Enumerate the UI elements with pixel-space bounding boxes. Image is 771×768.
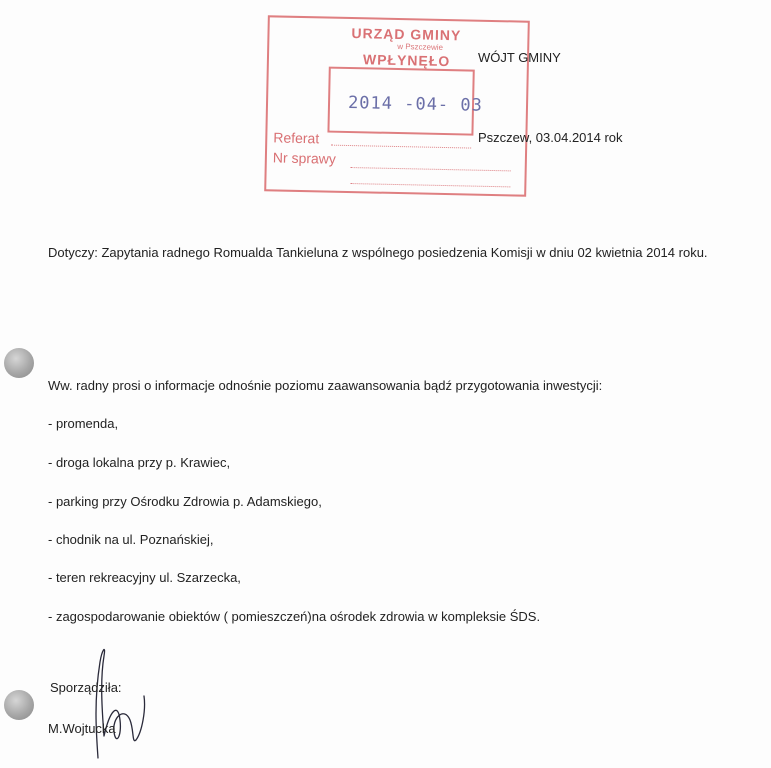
list-item: - droga lokalna przy p. Krawiec,	[48, 455, 231, 470]
stamp-subtitle: w Pszczewie	[397, 41, 444, 52]
handwritten-signature	[60, 640, 170, 760]
list-item: - chodnik na ul. Poznańskiej,	[48, 532, 214, 547]
punch-hole-bottom	[4, 690, 34, 720]
stamp-date: 2014 -04- 03	[347, 92, 484, 116]
subject-text: Dotyczy: Zapytania radnego Romualda Tankieluna z wspólnego posiedzenia Komisji w dniu 02 kwietnia 2014 roku.	[48, 245, 708, 260]
list-item: - teren rekreacyjny ul. Szarzecka,	[48, 570, 241, 585]
stamp-case-label: Nr sprawy	[272, 149, 337, 167]
stamp-referat-label: Referat	[273, 129, 320, 147]
punch-hole-top	[4, 348, 34, 378]
list-item: - zagospodarowanie obiektów ( pomieszczeń)na ośrodek zdrowia w kompleksie ŚDS.	[48, 609, 541, 624]
prepared-by-label: Sporządziła:	[50, 680, 122, 695]
list-item: - promenda,	[48, 416, 119, 431]
stamp-title: URZĄD GMINY	[351, 25, 462, 44]
list-item: - parking przy Ośrodku Zdrowia p. Adamskiego,	[48, 494, 322, 509]
intro-text: Ww. radny prosi o informacje odnośnie poziomu zaawansowania bądź przygotowania inwestycji:	[48, 378, 603, 393]
author-name: M.Wojtucka	[48, 721, 116, 736]
stamp-received: WPŁYNĘŁO	[362, 51, 451, 70]
place-date: Pszczew, 03.04.2014 rok	[478, 130, 623, 145]
office-title: WÓJT GMINY	[478, 50, 561, 65]
registration-stamp	[264, 15, 530, 196]
